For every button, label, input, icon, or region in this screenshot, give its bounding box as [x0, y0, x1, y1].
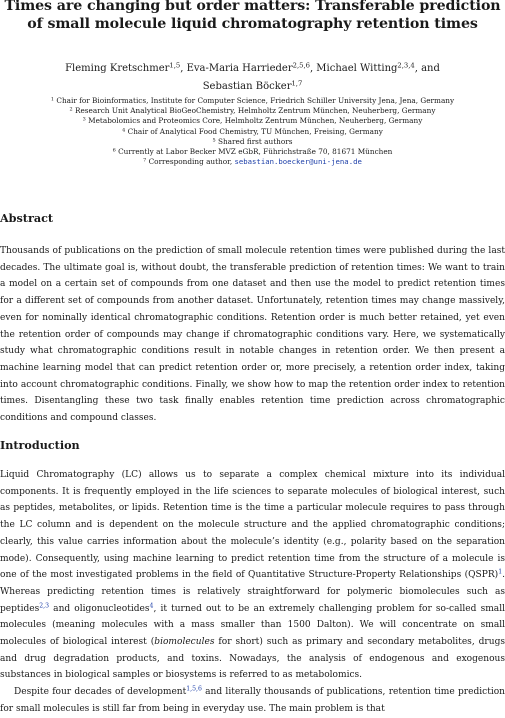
affiliation: [0, 96, 505, 106]
affiliation: [0, 137, 505, 147]
paragraph-text: , it turned out to be an extremely challenging problem for so-called small molecules (meaning molecules with a mass smaller than 1500 Dalton). We will concentrate on small molecules of biological interest (: [0, 603, 505, 648]
affiliation: [0, 147, 505, 157]
affiliation-text: Shared first authors: [217, 136, 293, 146]
paragraph-text: Liquid Chromatography (LC) allows us to separate a complex chemical mixture into its individual components. It is frequently employed in the life sciences to separate molecules of biological interest, such as peptides, metabolites, or lipids. Retention time is the time a particular molecule requires to pass through the LC column and is dependent on the molecule structure and the applied chromatographic conditions; clearly, this value carries information about the molecule’s identity (e.g., polarity based on the separation mode). Consequently, using machine learning to predict retention time from the structure of a molecule is one of the most investigated problems in the field of Quantitative Structure-Property Relationships (QSPR): [0, 470, 505, 581]
paragraph-text: and literally thousands of publications, retention time prediction for small molecules is still far from being in everyday use. The main problem is that: [0, 687, 505, 714]
author-affil-ref: 2,5,6: [292, 61, 310, 70]
affiliation-text: Chair for Bioinformatics, Institute for Computer Science, Friedrich Schiller University Jena, Jena, Germany: [56, 96, 455, 105]
abstract-heading: Abstract: [0, 211, 54, 225]
paragraph-text: and oligonucleotides: [49, 603, 150, 614]
emphasized-term: biomolecules: [154, 637, 215, 648]
title-line-1: Times are changing but order matters: Transferable prediction: [4, 0, 501, 14]
author-name: Fleming Kretschmer: [65, 63, 170, 74]
author-line-2: [0, 78, 505, 96]
affiliation-number: 1: [50, 96, 55, 103]
affiliation: [0, 116, 505, 126]
author-name: Michael Witting: [316, 63, 398, 74]
paper-title: [0, 0, 505, 33]
affiliation-text: Research Unit Analytical BioGeoChemistry, Helmholtz Zentrum München, Neuherberg, Germany: [75, 106, 436, 116]
author-name: Eva-Maria Harrieder: [186, 63, 293, 74]
affiliation-text: Metabolomics and Proteomics Core, Helmholtz Zentrum München, Neuherberg, Germany: [88, 116, 423, 126]
affiliation-number: 7: [143, 157, 147, 164]
intro-paragraph-2: [0, 684, 505, 717]
affiliation: [0, 106, 505, 116]
author-line-1: [0, 60, 505, 78]
affiliation-number: 4: [122, 126, 126, 133]
paragraph-text: . Whereas predicting retention times is relatively straightforward for polymeric biomolecules such as peptides: [0, 570, 505, 614]
author-affil-ref: 1,5: [169, 61, 181, 70]
abstract-text: Thousands of publications on the prediction of small molecule retention times were published during the last decades. The ultimate goal is, without doubt, the transferable prediction of retention times: We want to train a model on a certain set of compounds from one dataset and then use the model to predict retention times for a different set of compounds from another dataset. Unfortunately, retention times may change massively, even for nominally identical chromatographic conditions. Retention order is much better retained, yet even the retention order of compounds may change if chromatographic conditions vary. Here, we systematically study what chromatographic conditions result in notable changes in retention order. We then present a machine learning model that can predict retention order or, more precisely, a retention order index, taking into account chromatographic conditions. Finally, we show how to map the retention order index to retention times. Disentangling these two task finally enables retention time prediction across chromatographic conditions and compound classes.: [0, 246, 505, 424]
affiliation-number: 5: [212, 137, 216, 144]
affiliation-text: Chair of Analytical Food Chemistry, TU München, Freising, Germany: [127, 126, 383, 136]
paragraph-text: for short) such as primary and secondary metabolites, drugs and drug degradation products, and toxins. Nowadays, the analysis of endogenous and exogenous substances in biological samples or biosystems is referred to as metabolomics.: [0, 637, 505, 681]
author-separator: ,: [180, 63, 187, 74]
author-separator: ,: [309, 63, 317, 74]
citation-link[interactable]: 1,5,6: [186, 685, 202, 693]
corresponding-label: Corresponding author,: [148, 157, 235, 167]
intro-paragraph-1: [0, 467, 505, 684]
email-link[interactable]: sebastian.boecker@uni-jena.de: [234, 157, 362, 167]
introduction-body: [0, 467, 505, 718]
affiliation-number: 2: [69, 106, 73, 113]
corresponding-author: [0, 157, 505, 167]
title-line-2: of small molecule liquid chromatography retention times: [27, 16, 478, 32]
affiliation: [0, 127, 505, 137]
citation-link[interactable]: 2,3: [39, 602, 50, 610]
citation-link[interactable]: 4: [149, 602, 154, 610]
introduction-heading: Introduction: [0, 438, 80, 452]
author-name: Sebastian Böcker: [202, 81, 292, 92]
affiliation-number: 3: [82, 116, 86, 123]
citation-link[interactable]: 1: [498, 568, 503, 576]
author-affil-ref: 1,7: [291, 79, 303, 88]
affiliation-text: Currently at Labor Becker MVZ eGbR, Führichstraße 70, 81671 München: [118, 147, 393, 157]
affiliation-list: [0, 96, 505, 167]
author-list: [0, 60, 505, 96]
paragraph-text: Despite four decades of development: [14, 687, 187, 698]
author-affil-ref: 2,3,4: [397, 61, 415, 70]
affiliation-number: 6: [112, 147, 116, 154]
author-separator: , and: [414, 63, 440, 74]
